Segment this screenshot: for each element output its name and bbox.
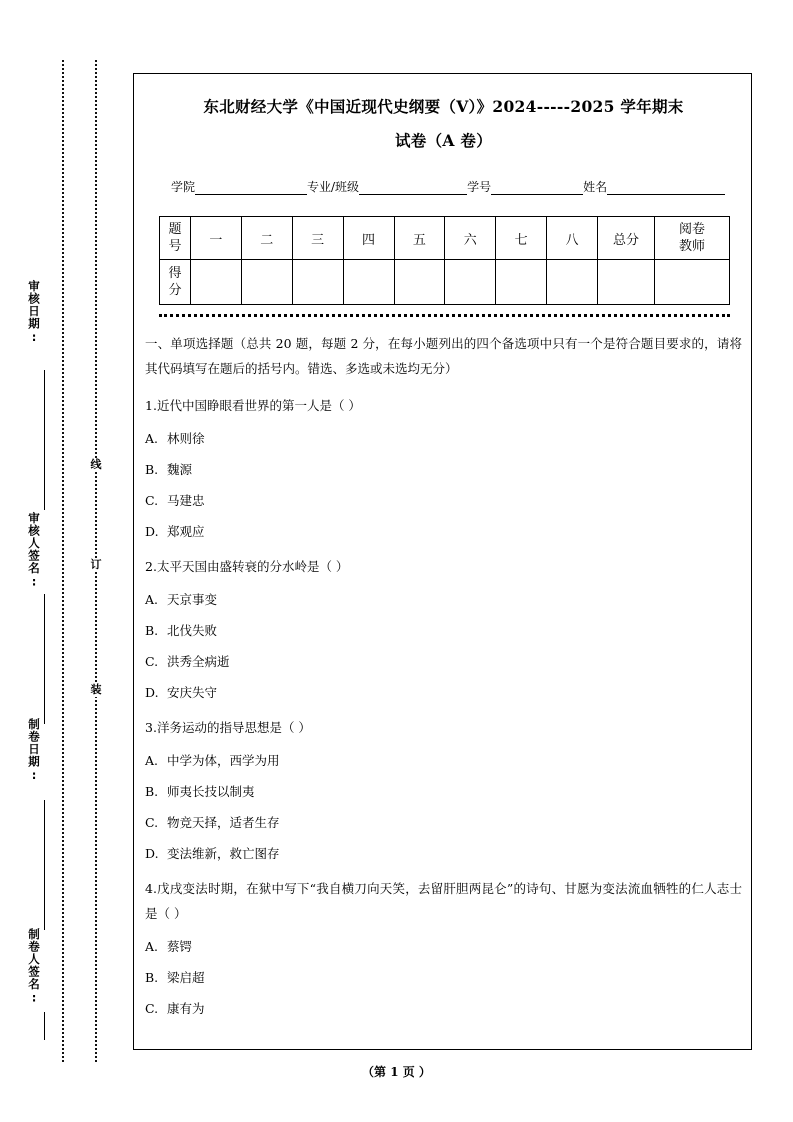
question-1-option-d-letter: D. bbox=[145, 524, 159, 539]
question-4-number: 4. bbox=[145, 881, 157, 896]
question-2-option-a-letter: A. bbox=[145, 592, 159, 607]
question-3-option-c[interactable] bbox=[145, 813, 742, 833]
col-header-2: 二 bbox=[241, 217, 292, 260]
question-3-option-c-letter: C. bbox=[145, 815, 159, 830]
score-cell-marker[interactable] bbox=[655, 260, 730, 305]
page-footer: （第 1 页 ） bbox=[362, 1065, 431, 1079]
question-1-option-c[interactable] bbox=[145, 491, 742, 511]
row-label-score-char1: 得 bbox=[168, 266, 182, 281]
seal-char-pack: 装 bbox=[88, 683, 104, 697]
seal-char-line: 线 bbox=[88, 458, 104, 472]
major-class-label: 专业/班级 bbox=[307, 180, 360, 194]
question-2-option-b[interactable] bbox=[145, 621, 742, 641]
question-2-option-c-text: 洪秀全病逝 bbox=[167, 654, 230, 669]
score-cell-3[interactable] bbox=[292, 260, 343, 305]
col-header-6: 六 bbox=[445, 217, 496, 260]
left-margin-annotations bbox=[0, 0, 120, 1122]
question-2-option-d-letter: D. bbox=[145, 685, 159, 700]
student-id-label: 学号 bbox=[467, 180, 492, 194]
col-header-marker-line1: 阅卷 bbox=[678, 222, 705, 237]
col-header-marker bbox=[655, 217, 730, 260]
make-date-rule bbox=[44, 800, 45, 930]
score-cell-8[interactable] bbox=[547, 260, 598, 305]
question-4-option-c-letter: C. bbox=[145, 1001, 159, 1016]
question-1-option-b-text: 魏源 bbox=[167, 462, 193, 477]
review-date-label: 审核日期: bbox=[27, 280, 41, 345]
reviewer-sign-label: 审核人签名: bbox=[27, 512, 41, 590]
question-2-option-c-letter: C. bbox=[145, 654, 159, 669]
score-cell-4[interactable] bbox=[343, 260, 394, 305]
question-1-number: 1. bbox=[145, 398, 157, 413]
question-3-option-b-text: 师夷长技以制夷 bbox=[167, 784, 255, 799]
score-table-wrapper bbox=[145, 216, 742, 317]
score-cell-1[interactable] bbox=[191, 260, 242, 305]
row-label-question-no-char2: 号 bbox=[168, 239, 182, 254]
question-4-option-a[interactable] bbox=[145, 937, 742, 957]
question-3-option-d-letter: D. bbox=[145, 846, 159, 861]
exam-page-frame bbox=[133, 73, 752, 1050]
make-date-label: 制卷日期: bbox=[27, 718, 41, 783]
name-input[interactable] bbox=[607, 181, 725, 195]
score-cell-2[interactable] bbox=[241, 260, 292, 305]
table-row-question-numbers bbox=[160, 217, 730, 260]
question-4-option-c-text: 康有为 bbox=[167, 1001, 205, 1016]
col-header-8: 八 bbox=[547, 217, 598, 260]
maker-sign-label: 制卷人签名: bbox=[27, 928, 41, 1006]
question-4-option-a-letter: A. bbox=[145, 939, 159, 954]
question-2-option-c[interactable] bbox=[145, 652, 742, 672]
outer-dotted-guide bbox=[62, 60, 64, 1062]
question-3-option-b-letter: B. bbox=[145, 784, 159, 799]
college-input[interactable] bbox=[195, 181, 307, 195]
name-label: 姓名 bbox=[583, 180, 608, 194]
question-2-text: 太平天国由盛转衰的分水岭是（ ） bbox=[156, 559, 349, 574]
question-3-number: 3. bbox=[145, 720, 157, 735]
score-cell-total[interactable] bbox=[598, 260, 655, 305]
question-1-option-a-letter: A. bbox=[145, 431, 159, 446]
title-line-2: 试卷（A 卷） bbox=[394, 131, 493, 150]
question-3-option-b[interactable] bbox=[145, 782, 742, 802]
table-row-scores bbox=[160, 260, 730, 305]
reviewer-sign-rule bbox=[44, 594, 45, 724]
question-1-option-a[interactable] bbox=[145, 429, 742, 449]
question-1-option-a-text: 林则徐 bbox=[167, 431, 205, 446]
col-header-5: 五 bbox=[394, 217, 445, 260]
question-2-option-d[interactable] bbox=[145, 683, 742, 703]
question-2-option-a[interactable] bbox=[145, 590, 742, 610]
col-header-3: 三 bbox=[292, 217, 343, 260]
question-2-option-b-letter: B. bbox=[145, 623, 159, 638]
major-class-input[interactable] bbox=[359, 181, 467, 195]
score-table bbox=[159, 216, 730, 305]
row-label-question-no bbox=[160, 217, 191, 260]
question-1-option-d-text: 郑观应 bbox=[167, 524, 205, 539]
student-info-row bbox=[145, 178, 742, 195]
row-label-question-no-char1: 题 bbox=[168, 222, 182, 237]
col-header-4: 四 bbox=[343, 217, 394, 260]
question-3 bbox=[145, 715, 742, 740]
col-header-1: 一 bbox=[191, 217, 242, 260]
score-cell-6[interactable] bbox=[445, 260, 496, 305]
title-line-1: 东北财经大学《中国近现代史纲要（Ⅴ）》2024-----2025 学年期末 bbox=[203, 97, 684, 116]
question-3-option-c-text: 物竞天择，适者生存 bbox=[167, 815, 280, 830]
question-4-option-b[interactable] bbox=[145, 968, 742, 988]
question-2-option-d-text: 安庆失守 bbox=[167, 685, 218, 700]
question-1-option-c-text: 马建忠 bbox=[167, 493, 205, 508]
question-3-option-a-letter: A. bbox=[145, 753, 159, 768]
seal-char-bind: 订 bbox=[88, 558, 104, 572]
student-id-input[interactable] bbox=[491, 181, 583, 195]
question-4 bbox=[145, 876, 742, 926]
question-4-option-b-letter: B. bbox=[145, 970, 159, 985]
question-2 bbox=[145, 554, 742, 579]
question-1-option-d[interactable] bbox=[145, 522, 742, 542]
question-4-option-c[interactable] bbox=[145, 999, 742, 1019]
maker-sign-rule bbox=[44, 1012, 45, 1040]
score-cell-7[interactable] bbox=[496, 260, 547, 305]
question-1-option-b-letter: B. bbox=[145, 462, 159, 477]
row-label-score-char2: 分 bbox=[168, 283, 182, 298]
section-heading: 一、单项选择题（总共 20 题，每题 2 分，在每小题列出的四个备选项中只有一个是符合题目要求的，请将其代码填写在题后的括号内。错选、多选或未选均无分） bbox=[145, 336, 742, 376]
page-title bbox=[145, 90, 742, 158]
review-date-rule bbox=[44, 370, 45, 510]
question-4-text: 戊戌变法时期，在狱中写下“我自横刀向天笑，去留肝胆两昆仑”的诗句、甘愿为变法流血牺牲的仁人志士是（ ） bbox=[145, 881, 742, 921]
question-3-option-d-text: 变法维新，救亡图存 bbox=[167, 846, 280, 861]
question-3-text: 洋务运动的指导思想是（ ） bbox=[156, 720, 311, 735]
question-2-option-b-text: 北伐失败 bbox=[167, 623, 218, 638]
col-header-total: 总分 bbox=[598, 217, 655, 260]
question-1-text: 近代中国睁眼看世界的第一人是（ ） bbox=[156, 398, 361, 413]
question-1-option-b[interactable] bbox=[145, 460, 742, 480]
question-3-option-d[interactable] bbox=[145, 844, 742, 864]
score-cell-5[interactable] bbox=[394, 260, 445, 305]
row-label-score bbox=[160, 260, 191, 305]
exam-content bbox=[145, 74, 742, 1019]
question-3-option-a-text: 中学为体，西学为用 bbox=[167, 753, 280, 768]
col-header-7: 七 bbox=[496, 217, 547, 260]
question-3-option-a[interactable] bbox=[145, 751, 742, 771]
question-1-option-c-letter: C. bbox=[145, 493, 159, 508]
question-1 bbox=[145, 393, 742, 418]
col-header-marker-line2: 教师 bbox=[678, 239, 705, 254]
question-4-option-a-text: 蔡锷 bbox=[167, 939, 193, 954]
question-2-option-a-text: 天京事变 bbox=[167, 592, 218, 607]
question-4-option-b-text: 梁启超 bbox=[167, 970, 205, 985]
section-divider bbox=[159, 314, 730, 317]
question-2-number: 2. bbox=[145, 559, 157, 574]
college-label: 学院 bbox=[171, 180, 196, 194]
